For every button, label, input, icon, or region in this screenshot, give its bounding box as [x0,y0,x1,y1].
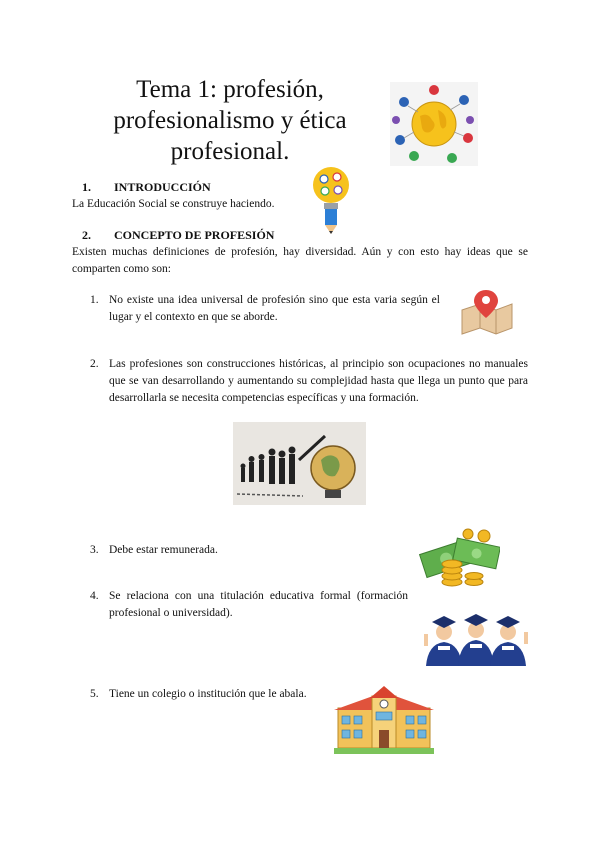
list-item-number: 5. [90,688,99,700]
title-line-3: profesional. [170,138,290,165]
list-item-number: 4. [90,590,99,602]
money-coins-icon [418,528,500,590]
list-item-text: Tiene un colegio o institución que le abala. [109,688,307,700]
list-item-number: 3. [90,544,99,556]
history-globe-image [233,422,366,505]
lightbulb-pencil-icon [310,165,352,235]
section-1-heading [82,180,211,195]
list-item-3 [90,542,390,559]
graduates-icon [422,604,530,666]
section-1-text: La Educación Social se construye haciendo. [72,198,275,210]
list-item-text: No existe una idea universal de profesión sino que esta varia según el lugar y el contexto en que se aborde. [109,294,440,323]
page-title [60,74,400,167]
list-item-text: Debe estar remunerada. [109,544,218,556]
title-line-2: profesionalismo y ética [113,107,347,134]
section-2-number: 2. [82,228,91,242]
section-2-title: CONCEPTO DE PROFESIÓN [114,228,275,242]
title-line-1: Tema 1: profesión, [136,76,324,103]
school-building-icon [334,682,434,754]
list-item-2 [90,356,528,407]
list-item-number: 1. [90,294,99,306]
globe-people-icon [390,82,478,166]
list-item-5 [90,686,330,703]
section-2-intro: Existen muchas definiciones de profesión, hay diversidad. Aún y con esto hay ideas que se comparten como son: [72,246,528,275]
list-item-text: Las profesiones son construcciones históricas, al principio son ocupaciones no manuales que se van desarrollando y aumentando su complejidad hasta que llega un punto que para desarrollarla se necesita competencias específicas y una formación. [109,358,528,404]
map-pin-icon [458,288,516,336]
section-2-heading [82,228,274,243]
list-item-number: 2. [90,358,99,370]
list-item-text: Se relaciona con una titulación educativa formal (formación profesional o universidad). [109,590,408,619]
section-1-number: 1. [82,180,91,194]
list-item-4 [90,588,408,622]
section-1-title: INTRODUCCIÓN [114,180,211,194]
list-item-1 [90,292,440,326]
